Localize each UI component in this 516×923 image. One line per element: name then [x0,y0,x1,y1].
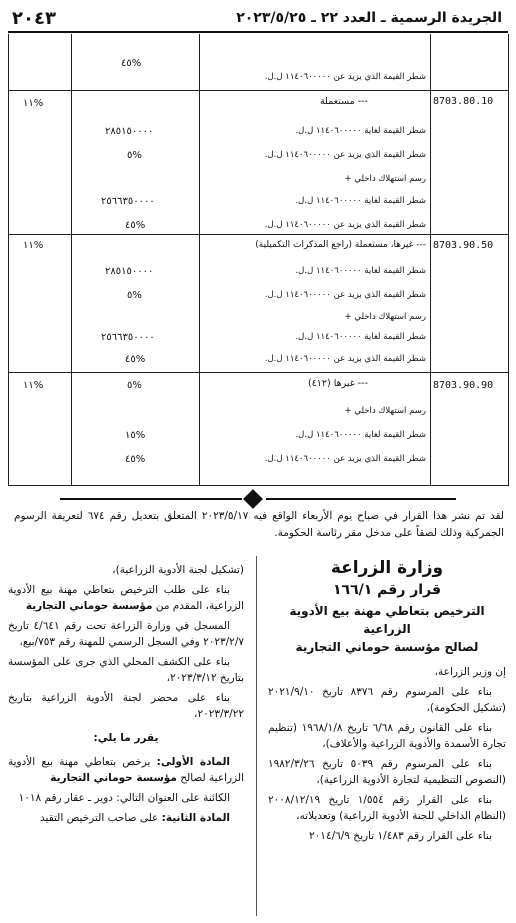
ornament-diamond [243,489,263,509]
article-1-label: المادة الأولى: [156,756,230,768]
b2-v5: ٤٥% [125,220,146,231]
article-2-text: على صاحب الترخيص التقيد [40,812,162,824]
recital-6-company: مؤسسة حوماني التجارية [25,600,153,612]
b2-l3: رسم استهلاك داخلي + [344,174,426,184]
subject-line-2: لصالح مؤسسة حوماني التجارية [295,640,479,654]
recital-5-cont: (تشكيل لجنة الأدوية الزراعية)، [112,564,244,576]
b4-v3: ٤٥% [125,454,146,465]
header-rule [8,31,508,33]
b2-v2: ٥% [127,150,142,161]
b3-v4: ٢٥٦٦٣٥٠٠٠٠ [101,332,155,343]
page-header [8,6,508,32]
b4-l1: رسم استهلاك داخلي + [344,406,426,416]
gazette-title: الجريدة الرسمية ـ العدد ٢٢ ـ ٢٠٢٣/٥/٢٥ [236,10,502,26]
recital-8: بناء على الكشف المحلي الذي جرى على المؤسسة بتاريخ ٢٠٢٣/٣/١٢، [8,656,244,684]
b2-duty: ١١% [23,98,44,109]
col-sep-code [430,34,431,486]
ornament-line-right [266,498,456,500]
b4-rate: ٥% [127,380,142,391]
b2-code: 8703.80.10 [433,96,494,107]
recital-9: بناء على محضر لجنة الأدوية الزراعية بتاريخ ٢٠٢٣/٣/٢٢، [8,692,244,720]
page-number: ٢٠٤٣ [12,8,56,29]
b3-duty: ١١% [23,240,44,251]
article-1 [8,754,244,786]
subject-line-1: الترخيص بتعاطي مهنة بيع الأدوية الزراعية [289,604,485,636]
b4-duty: ١١% [23,380,44,391]
recital-4: بناء على القرار رقم ١/٥٥٤ تاريخ ٢٠٠٨/١٢/١٩ (النظام الداخلي للجنة الأدوية الزراعية) وتعديلاته، [268,794,506,822]
b3-v5: ٤٥% [125,354,146,365]
row-sep-4 [9,485,508,486]
b4-desc: --- غيرها (٤١٢) [307,378,368,389]
section-ornament [60,494,456,504]
publication-note: لقد تم نشر هذا القرار في صباح يوم الأربعاء الواقع فيه ٢٠٢٣/٥/١٧ المتعلق بتعديل رقم ٦٧٤ لتعريفة الرسوم الجمركية وذلك لصقاً على مدخل مقر رئاسة الحكومة. [14,510,504,539]
b2-l2: شطر القيمة الذي يزيد عن ١١٤٠٦٠٠٠٠٠ ل.ل. [264,150,426,160]
col-sep-amount [199,34,200,486]
recital-1: بناء على المرسوم رقم ٨٣٧٦ تاريخ ٢٠٢١/٩/١٠ (تشكيل الحكومة)، [268,686,506,714]
row-sep-2 [9,234,508,235]
recital-6-text: بناء على طلب الترخيص بتعاطي مهنة بيع الأدوية الزراعية، المقدم من [8,584,244,612]
article-1-text: يرخص بتعاطي مهنة بيع الأدوية الزراعية لصالح [8,756,244,784]
col-sep-rate [71,34,72,486]
decree-number: قرار رقم ١٦٦/١ [333,582,441,598]
tariff-table [8,34,509,486]
b4-l3: شطر القيمة الذي يزيد عن ١١٤٠٦٠٠٠٠٠ ل.ل. [264,454,426,464]
recital-5: بناء على القرار رقم ١/٤٨٣ تاريخ ٢٠١٤/٦/٩ [309,830,492,842]
decree-subject [268,602,506,656]
b4-code: 8703.90.90 [433,380,494,391]
b2-v1: ٢٨٥١٥٠٠٠٠ [105,126,154,137]
b4-l2: شطر القيمة لغاية ١١٤٠٦٠٠٠٠٠ ل.ل. [295,430,426,440]
column-divider [256,556,257,916]
article-1-company: مؤسسة حوماني التجارية [50,772,177,784]
article-2-label: المادة الثانية: [161,812,230,824]
b1-rate: ٤٥% [121,58,142,69]
b3-l5: شطر القيمة الذي يزيد عن ١١٤٠٦٠٠٠٠٠ ل.ل. [264,354,426,364]
b2-v4: ٢٥٦٦٣٥٠٠٠٠ [101,196,155,207]
b1-line1: شطر القيمة الذي يزيد عن ١١٤٠٦٠٠٠٠٠ ل.ل. [264,72,426,82]
b2-desc: --- مستعملة [319,96,368,107]
b3-v2: ٥% [127,290,142,301]
left-column [8,556,244,830]
article-1-address: الكائنة على العنوان التالي: دوير ـ عقار رقم ١٠١٨ [18,792,230,804]
article-2 [8,810,244,826]
b2-l5: شطر القيمة الذي يزيد عن ١١٤٠٦٠٠٠٠٠ ل.ل. [264,220,426,230]
b3-code: 8703.90.50 [433,240,494,251]
b3-l1: شطر القيمة لغاية ١١٤٠٦٠٠٠٠٠ ل.ل. [295,266,426,276]
recital-2: بناء على القانون رقم ٦/٦٨ تاريخ ١٩٦٨/١/٨ (تنظيم تجارة الأسمدة والأدوية الزراعية والأعلاف)، [268,722,506,750]
b3-v1: ٢٨٥١٥٠٠٠٠ [105,266,154,277]
recital-6 [8,582,244,614]
right-column [268,556,506,848]
recital-3: بناء على المرسوم رقم ٥٠٣٩ تاريخ ١٩٨٢/٣/٢٦ (النصوص التنظيمية لتجارة الأدوية الزراعية)، [268,758,506,786]
b2-l4: شطر القيمة لغاية ١١٤٠٦٠٠٠٠٠ ل.ل. [295,196,426,206]
b3-l2: شطر القيمة الذي يزيد عن ١١٤٠٦٠٠٠٠٠ ل.ل. [264,290,426,300]
decides-heading: يقرر ما يلي: [93,732,159,744]
b3-l3: رسم استهلاك داخلي + [344,312,426,322]
recital-7: المسجل في وزارة الزراعة تحت رقم ٤/٦٤١ تاريخ ٢٠٢٣/٢/٧ وفي السجل الرسمي للمهنة رقم ٧٥٣/بيع، [8,620,244,648]
row-sep-1 [9,90,508,91]
ministry-heading: وزارة الزراعة [330,558,444,578]
decree-intro: إن وزير الزراعة، [434,666,506,678]
b2-l1: شطر القيمة لغاية ١١٤٠٦٠٠٠٠٠ ل.ل. [295,126,426,136]
b4-v2: ١٥% [125,430,146,441]
ornament-line-left [60,498,242,500]
b3-desc: --- غيرها، مستعملة (راجع المذكرات التكميلية) [255,240,426,250]
b3-l4: شطر القيمة لغاية ١١٤٠٦٠٠٠٠٠ ل.ل. [295,332,426,342]
row-sep-3 [9,372,508,373]
